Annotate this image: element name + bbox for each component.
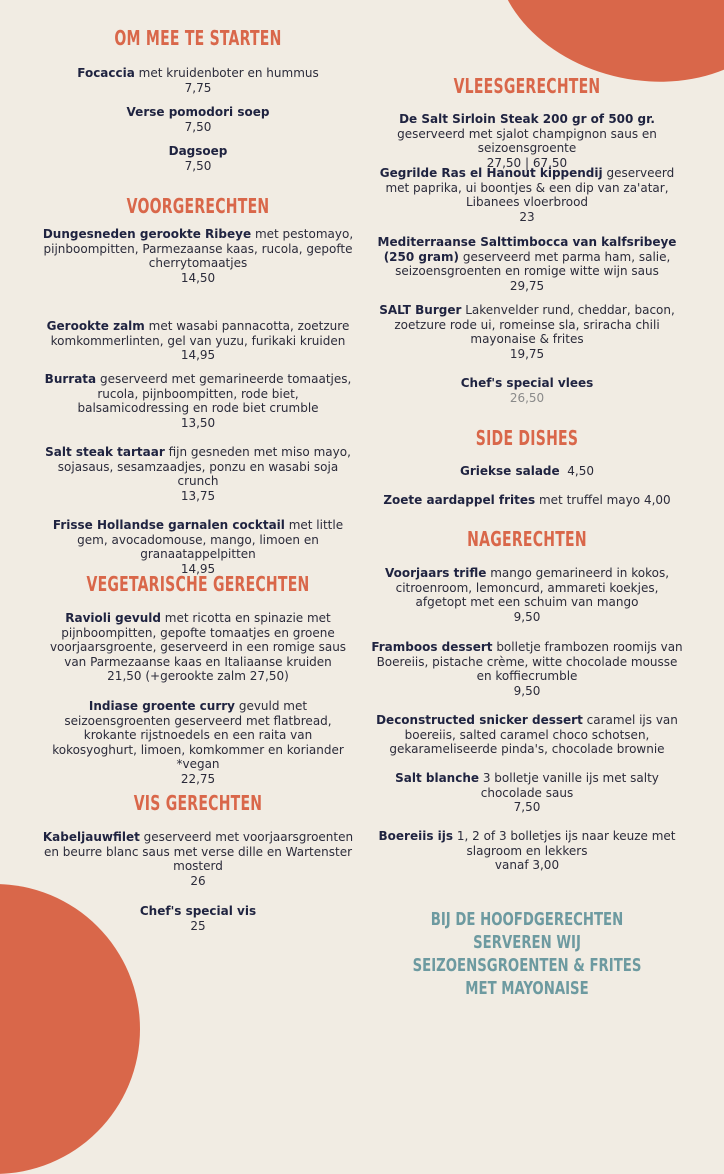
- item-name: Salt blanche: [395, 771, 480, 785]
- item-name: Deconstructed snicker dessert: [376, 713, 583, 727]
- item-name: Gerookte zalm: [46, 319, 145, 333]
- item-price: 7,75: [184, 80, 212, 95]
- item-desc: mango gemarineerd in kokos, citroenroom, lemoncurd, ammareti koekjes, afgetopt met een schuim van mango: [395, 566, 670, 610]
- section-title: VIS GERECHTEN: [133, 791, 263, 815]
- menu-item: [370, 464, 684, 479]
- item-name: Mediterraanse Salttimbocca van kalfsribeye (250 gram): [377, 235, 677, 264]
- item-desc: Lakenvelder rund, cheddar, bacon, zoetzure rode ui, romeinse sla, sriracha chili mayonaise & frites: [394, 303, 675, 347]
- item-name: De Salt Sirloin Steak 200 gr of 500 gr.: [399, 112, 655, 126]
- item-desc: met little gem, avocadomouse, mango, limoen en granaatappelpitten: [77, 518, 344, 562]
- item-price: 22,75: [180, 771, 216, 786]
- item-desc: geserveerd met paprika, ui boontjes & een dip van za'atar, Libanees vloerbrood: [385, 166, 675, 210]
- item-name: Ravioli gevuld: [65, 611, 161, 625]
- item-name: Frisse Hollandse garnalen cocktail: [52, 518, 285, 532]
- menu-item: [40, 445, 356, 503]
- item-name: Indiase groente curry: [88, 699, 235, 713]
- item-desc: geserveerd met sjalot champignon saus en seizoensgroente: [397, 126, 657, 156]
- item-name: Salt steak tartaar: [45, 445, 165, 459]
- section-desserts: [370, 525, 684, 553]
- menu-item: [40, 227, 356, 285]
- item-price: 4,50: [567, 464, 594, 478]
- menu-item: [370, 166, 684, 224]
- section-title: VLEESGERECHTEN: [453, 74, 601, 98]
- section-title: NAGERECHTEN: [467, 527, 587, 551]
- item-name: Griekse salade: [460, 464, 560, 478]
- item-name: SALT Burger: [379, 303, 462, 317]
- section-meat: [370, 72, 684, 100]
- menu-item: [370, 376, 684, 405]
- section-title: SIDE DISHES: [475, 426, 579, 450]
- item-name: Gegrilde Ras el Hanout kippendij: [379, 166, 603, 180]
- menu-item: [370, 493, 684, 508]
- item-price: 9,50: [513, 609, 541, 624]
- menu-item: [370, 829, 684, 873]
- item-desc: 1, 2 of 3 bolletjes ijs naar keuze met slagroom en lekkers: [456, 829, 676, 858]
- item-price: 4,00: [643, 493, 671, 507]
- item-name: Chef's special vis: [139, 904, 257, 918]
- item-price: 26,50: [509, 390, 545, 405]
- item-name: Dungesneden gerookte Ribeye: [42, 227, 252, 241]
- item-price: 23: [519, 209, 535, 224]
- item-price: 13,50: [180, 415, 216, 430]
- item-name: Voorjaars trifle: [384, 566, 487, 580]
- item-price: 25: [190, 918, 206, 933]
- item-desc: gevuld met seizoensgroenten geserveerd met flatbread, krokante rijstnoedels en een raita van kokosyoghurt, limoen, komkommer en koriander *vegan: [52, 699, 344, 772]
- menu-item: [370, 640, 684, 698]
- menu-item: [40, 105, 356, 134]
- section-starters: [40, 24, 356, 52]
- section-fish: [40, 789, 356, 817]
- item-price: 26: [190, 873, 206, 888]
- menu-item: [40, 830, 356, 888]
- item-name: Verse pomodori soep: [126, 105, 270, 119]
- item-name: Kabeljauwfilet: [42, 830, 140, 844]
- menu-item: [370, 771, 684, 815]
- item-price: 9,50: [513, 683, 541, 698]
- menu-item: [40, 319, 356, 363]
- item-price: 7,50: [184, 119, 212, 134]
- item-price: 7,50: [184, 158, 212, 173]
- section-vegetarian: [40, 570, 356, 598]
- item-desc: 3 bolletje vanille ijs met salty chocolade saus: [480, 771, 659, 800]
- section-appetizers: [40, 192, 356, 220]
- item-desc: geserveerd met parma ham, salie, seizoensgroenten en romige witte wijn saus: [395, 249, 671, 279]
- item-price: 14,50: [180, 270, 216, 285]
- item-desc: met ricotta en spinazie met pijnboompitten, gepofte tomaatjes en groene voorjaarsgroente, geserveerd in een romige saus van Parmezaanse kaas en Italiaanse kruiden: [49, 611, 347, 669]
- section-title: VOORGERECHTEN: [126, 194, 270, 218]
- menu-item: [370, 112, 684, 170]
- menu-item: [370, 235, 684, 293]
- menu-item: [40, 66, 356, 95]
- menu-item: [40, 611, 356, 684]
- menu-item: [40, 904, 356, 933]
- item-name: Burrata: [44, 372, 97, 386]
- item-desc: met kruidenboter en hummus: [138, 66, 319, 80]
- menu-item: [370, 303, 684, 361]
- item-price: 13,75: [180, 488, 216, 503]
- footer-note: BIJ DE HOOFDGERECHTEN SERVEREN WIJ SEIZOENSGROENTEN & FRITES MET MAYONAISE: [412, 909, 642, 999]
- section-side-dishes: [370, 424, 684, 452]
- item-desc: met wasabi pannacotta, zoetzure komkommerlinten, gel van yuzu, furikaki kruiden: [50, 319, 350, 348]
- item-desc: geserveerd met gemarineerde tomaatjes, rucola, pijnboompitten, rode biet, balsamicodressing en rode biet crumble: [77, 372, 352, 416]
- item-name: Zoete aardappel frites: [383, 493, 536, 507]
- item-name: Boereiis ijs: [378, 829, 454, 843]
- item-desc: caramel ijs van boereiis, salted caramel choco schotsen, gekarameliseerde pinda's, chocolade brownie: [389, 713, 678, 757]
- item-price: vanaf 3,00: [494, 858, 560, 873]
- section-title: OM MEE TE STARTEN: [114, 26, 282, 50]
- item-desc: fijn gesneden met miso mayo, sojasaus, sesamzaadjes, ponzu en wasabi soja crunch: [57, 445, 351, 489]
- menu-item: [40, 372, 356, 430]
- menu-item: [370, 713, 684, 757]
- menu-item: [40, 518, 356, 576]
- item-desc: geserveerd met voorjaarsgroenten en beurre blanc saus met verse dille en Wartenster mosterd: [43, 830, 354, 874]
- section-title: VEGETARISCHE GERECHTEN: [86, 572, 310, 596]
- item-price: 27,50 | 67,50: [486, 155, 568, 170]
- item-price: 14,95: [180, 348, 216, 363]
- menu-item: [40, 144, 356, 173]
- menu-item: [370, 566, 684, 624]
- item-price: 7,50: [513, 800, 541, 815]
- item-name: Focaccia: [77, 66, 135, 80]
- item-desc: met pestomayo, pijnboompitten, Parmezaanse kaas, rucola, gepofte cherrytomaatjes: [43, 227, 354, 271]
- item-desc: met truffel mayo: [538, 493, 641, 507]
- menu-item: [40, 699, 356, 787]
- item-price: 29,75: [509, 278, 545, 293]
- item-name: Dagsoep: [168, 144, 228, 158]
- item-desc: bolletje frambozen roomijs van Boereiis, pistache crème, witte chocolade mousse en koffiecrumble: [376, 640, 683, 684]
- item-name: Chef's special vlees: [460, 376, 594, 390]
- item-price: 14,95: [180, 561, 216, 576]
- item-price: 19,75: [509, 346, 545, 361]
- item-price: 21,50 (+gerookte zalm 27,50): [107, 669, 289, 684]
- item-name: Framboos dessert: [371, 640, 493, 654]
